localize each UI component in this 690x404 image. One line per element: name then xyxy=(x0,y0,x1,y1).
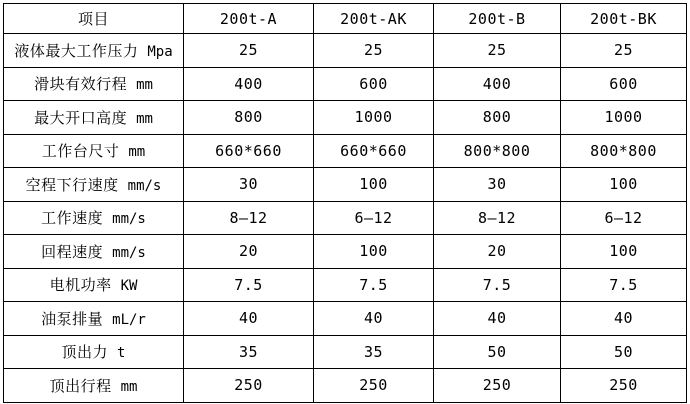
spec-value-cell: 30 xyxy=(434,168,561,202)
row-label-ejection-force xyxy=(4,335,184,369)
spec-value-cell: 400 xyxy=(434,67,561,101)
row-unit: KW xyxy=(120,278,138,295)
row-unit: mm xyxy=(136,77,153,94)
spec-value-cell: 7.5 xyxy=(561,268,687,302)
spec-value-cell: 8—12 xyxy=(434,201,561,235)
header-model-200t-AK: 200t-AK xyxy=(314,4,434,34)
spec-value-cell: 100 xyxy=(561,235,687,269)
row-unit: mm/s xyxy=(112,244,146,261)
header-model-200t-B: 200t-B xyxy=(434,4,561,34)
spec-value-cell: 600 xyxy=(561,67,687,101)
header-model-200t-A: 200t-A xyxy=(184,4,314,34)
row-label-slider-effective-stroke xyxy=(4,67,184,101)
row-label-worktable-size xyxy=(4,134,184,168)
spec-value-cell: 100 xyxy=(561,168,687,202)
row-label-text: 液体最大工作压力 xyxy=(14,41,139,60)
spec-value-cell: 20 xyxy=(184,235,314,269)
row-unit: mm xyxy=(128,144,146,161)
spec-table xyxy=(3,3,687,403)
spec-value-cell: 6—12 xyxy=(561,201,687,235)
row-label-text: 工作速度 xyxy=(41,209,104,228)
spec-value-cell: 800 xyxy=(184,101,314,135)
spec-value-cell: 7.5 xyxy=(434,268,561,302)
row-label-oil-pump-displacement xyxy=(4,302,184,336)
spec-value-cell: 800 xyxy=(434,101,561,135)
spec-value-cell: 25 xyxy=(434,34,561,68)
spec-value-cell: 600 xyxy=(314,67,434,101)
row-unit: mm xyxy=(120,378,138,395)
spec-value-cell: 250 xyxy=(561,369,687,403)
spec-value-cell: 25 xyxy=(561,34,687,68)
row-unit: Mpa xyxy=(147,43,173,60)
spec-value-cell: 1000 xyxy=(561,101,687,135)
spec-value-cell: 250 xyxy=(434,369,561,403)
row-label-text: 滑块有效行程 xyxy=(34,75,128,94)
table-row xyxy=(4,201,687,235)
spec-value-cell: 40 xyxy=(314,302,434,336)
row-label-text: 回程速度 xyxy=(41,242,104,261)
spec-value-cell: 7.5 xyxy=(184,268,314,302)
row-label-max-working-pressure xyxy=(4,34,184,68)
spec-value-cell: 8—12 xyxy=(184,201,314,235)
row-label-working-speed xyxy=(4,201,184,235)
header-model-200t-BK: 200t-BK xyxy=(561,4,687,34)
spec-value-cell: 25 xyxy=(184,34,314,68)
spec-value-cell: 660*660 xyxy=(314,134,434,168)
spec-value-cell: 6—12 xyxy=(314,201,434,235)
table-row xyxy=(4,67,687,101)
row-label-text: 油泵排量 xyxy=(41,309,104,328)
spec-value-cell: 20 xyxy=(434,235,561,269)
row-label-text: 最大开口高度 xyxy=(34,108,128,127)
spec-value-cell: 250 xyxy=(314,369,434,403)
table-row xyxy=(4,235,687,269)
row-label-return-speed xyxy=(4,235,184,269)
row-unit: mL/r xyxy=(112,311,146,328)
table-row xyxy=(4,369,687,403)
header-row xyxy=(4,4,687,34)
row-unit: t xyxy=(117,345,126,362)
header-item-column: 项目 xyxy=(4,4,184,34)
row-label-idle-down-speed xyxy=(4,168,184,202)
spec-value-cell: 30 xyxy=(184,168,314,202)
row-label-text: 空程下行速度 xyxy=(25,175,119,194)
spec-value-cell: 40 xyxy=(561,302,687,336)
spec-value-cell: 660*660 xyxy=(184,134,314,168)
spec-value-cell: 40 xyxy=(434,302,561,336)
row-label-ejection-stroke xyxy=(4,369,184,403)
spec-value-cell: 50 xyxy=(434,335,561,369)
table-row xyxy=(4,101,687,135)
spec-value-cell: 250 xyxy=(184,369,314,403)
row-label-text: 电机功率 xyxy=(49,276,112,295)
spec-value-cell: 100 xyxy=(314,168,434,202)
row-unit: mm/s xyxy=(112,211,146,228)
table-row xyxy=(4,335,687,369)
spec-value-cell: 800*800 xyxy=(434,134,561,168)
spec-value-cell: 400 xyxy=(184,67,314,101)
row-unit: mm xyxy=(136,110,153,127)
spec-value-cell: 40 xyxy=(184,302,314,336)
spec-value-cell: 35 xyxy=(314,335,434,369)
spec-value-cell: 25 xyxy=(314,34,434,68)
spec-value-cell: 7.5 xyxy=(314,268,434,302)
spec-value-cell: 800*800 xyxy=(561,134,687,168)
table-row xyxy=(4,302,687,336)
row-label-text: 顶出力 xyxy=(61,343,109,362)
row-label-max-opening-height xyxy=(4,101,184,135)
spec-value-cell: 100 xyxy=(314,235,434,269)
spec-value-cell: 50 xyxy=(561,335,687,369)
table-row xyxy=(4,268,687,302)
table-row xyxy=(4,168,687,202)
table-row xyxy=(4,34,687,68)
spec-value-cell: 1000 xyxy=(314,101,434,135)
row-label-text: 工作台尺寸 xyxy=(41,142,120,161)
spec-value-cell: 35 xyxy=(184,335,314,369)
row-unit: mm/s xyxy=(127,177,162,194)
row-label-motor-power xyxy=(4,268,184,302)
row-label-text: 顶出行程 xyxy=(49,376,112,395)
table-row xyxy=(4,134,687,168)
